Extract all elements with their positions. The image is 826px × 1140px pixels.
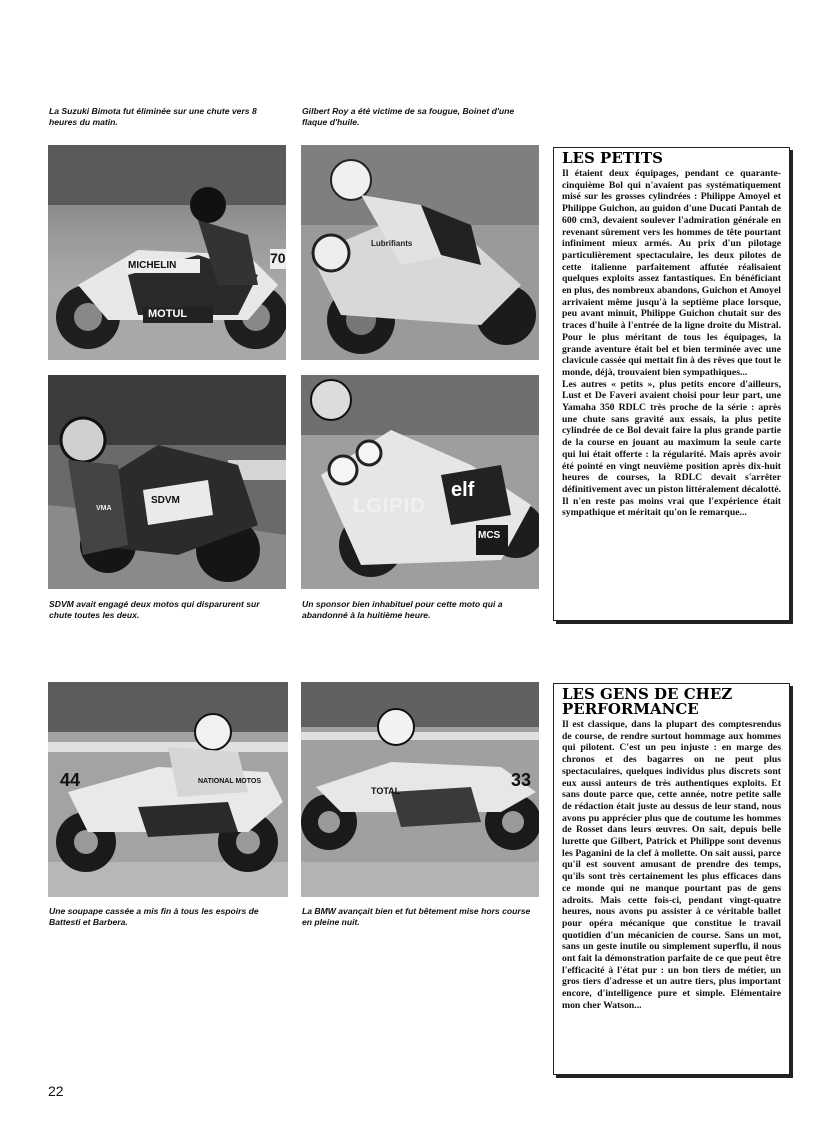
sticker-michelin: MICHELIN <box>128 260 177 271</box>
caption-sponsor: Un sponsor bien inhabituel pour cette moto qui a abandonné à la huitième heure. <box>302 599 503 620</box>
race-number: 44 <box>60 770 81 790</box>
photo-suzuki-bimota <box>48 145 286 360</box>
article-title: LES PETITS <box>562 149 663 167</box>
article-body: Les autres « petits », plus petits encore d'ailleurs, Lust et De Faveri avaient choisi pour leur part, une Yamaha 350 RDLC très proche de la série : après une chute sans gravité aux essais, la plus petite cylindrée de ce Bol devait faire la plus grande partie de la course en jouant au maximum la seule carte qui lui était offerte : la régularité. Mais après avoir été pointé en vingt neuvième position après dix-huit heures de courses, la RDLC devait s'arrêter définitivement avec un piston littéralement décalotté. Il n'en reste pas moins vrai que l'expérience était sympathique et méritait qu'on le remarque... <box>562 378 781 519</box>
article-performance <box>553 683 790 1075</box>
sticker-vma: VMA <box>96 505 112 512</box>
article-les-petits <box>553 147 790 621</box>
sticker-sdvm: SDVM <box>151 495 180 506</box>
photo-elf-sponsor <box>301 375 539 589</box>
article-body: Il est classique, dans la plupart des comptesrendus de course, de rendre surtout hommage aux hommes qui pilotent. C'est un peu injuste : en marge des chronos et des bagarres on ne peut plus spectaculaires, quelques individus plus discrets sont eux aussi auteurs de très authentiques exploits. Et sans doute parce que, cette année, notre petite salle de rédaction était juste au dessus de leur stand, nous avons pu apprécier plus que de coutume les hommes de Rosset dans leurs œuvres. On sait, depuis belle lurette que Gilbert, Patrick et Philippe sont devenus les Paganini de la clef à mollette. On sait aussi, parce qu'il est souvent amusant de prendre des temps, qu'ils sont très certainement les plus efficaces dans ce monde qui ne manque pourtant pas de gens adroits. Mais cette fois-ci, pendant vingt-quatre heures, nous avons pu assister à ce véritable ballet pour opéra mécanique que constitue le travail quotidien d'un mécanicien de course. Sans un mot, sans un geste inutile ou simplement superflu, il nous ont fait la démonstration parfaite de ce que peut être l'efficacité à l'état pur : un bon tiers de métier, un gros tiers d'adresse et un autre tiers, plus important encore, d'intelligence pure et simple. Elémentaire mon cher Watson... <box>562 719 781 1011</box>
sticker-lubrifiants: Lubrifiants <box>371 239 413 248</box>
page-number: 22 <box>48 1083 64 1099</box>
sticker-motul: MOTUL <box>148 308 188 320</box>
photo-battesti-barbera <box>48 682 288 897</box>
photo-gilbert-roy <box>301 145 539 360</box>
watermark-logo: LGIPID <box>353 495 426 517</box>
article-body: Il étaient deux équipages, pendant ce quarante-cinquième Bol qui n'avaient pas systématiquement misé sur les grosses cylindrées : Philippe Amoyel et Philippe Guichon, au guidon d'une Ducati Pantah de 600 cm3, devaient soulever l'admiration générale en revenant sûrement vers les hommes de tête pourtant infiniment mieux armés. Au prix d'un pilotage particulièrement spectaculaire, les deux pilotes de cette italienne parfaitement affutée réalisaient quelques exploits assez fantastiques. En bénéficiant en plus, des nombreux abandons, Guichon et Amoyel arrivaient même jusqu'à la septième place lorsque, peu avant minuit, Philippe Guichon chutait sur des traces d'huile à l'entrée de la ligne droite du Mistral. Pour le plus méritant de tous les équipages, la grande aventure était bel et bien terminée avec une clavicule cassée qui mettait fin à des rêves que tout le monde, déjà, trouvaient bien sympathiques... <box>562 168 781 378</box>
caption-suzuki-bimota: La Suzuki Bimota fut éliminée sur une chute vers 8 heures du matin. <box>49 106 257 127</box>
article-title: LES GENS DE CHEZ PERFORMANCE <box>562 685 733 718</box>
caption-battesti-barbera: Une soupape cassée a mis fin à tous les espoirs de Battesti et Barbera. <box>49 906 259 927</box>
caption-sdvm: SDVM avait engagé deux motos qui disparurent sur chute toutes les deux. <box>49 599 260 620</box>
race-number: 70 <box>270 250 286 266</box>
sticker-national-motos: NATIONAL MOTOS <box>198 778 261 785</box>
sticker-total: TOTAL <box>371 786 401 796</box>
caption-gilbert-roy: Gilbert Roy a été victime de sa fougue, Boinet d'une flaque d'huile. <box>302 106 515 127</box>
sticker-mcs: MCS <box>478 530 501 541</box>
photo-sdvm <box>48 375 286 589</box>
race-number: 33 <box>511 770 532 790</box>
sticker-elf: elf <box>451 479 475 501</box>
photo-bmw <box>301 682 539 897</box>
caption-bmw: La BMW avançait bien et fut bêtement mise hors course en pleine nuit. <box>302 906 531 927</box>
